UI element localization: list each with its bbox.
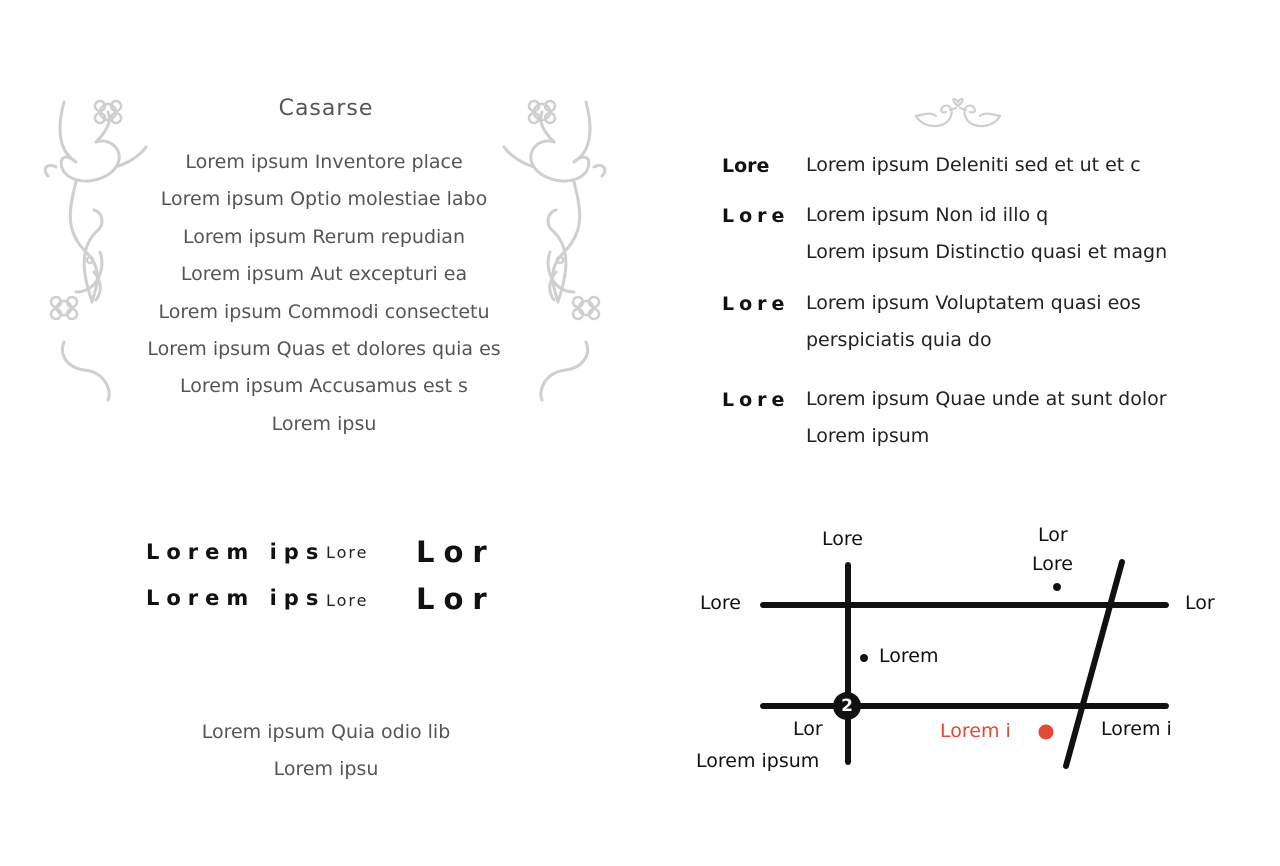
name-label: Lore bbox=[326, 543, 369, 562]
map-label: Lor bbox=[1185, 592, 1215, 614]
greeting-title: Casarse bbox=[278, 96, 374, 121]
greeting-line: Lorem ipsum Aut excepturi ea bbox=[180, 263, 468, 286]
station-number: 2 bbox=[841, 696, 853, 716]
map-label: Lorem bbox=[879, 645, 939, 667]
name-label: Lore bbox=[326, 591, 369, 610]
footer-line: Lorem ipsum Quia odio lib bbox=[201, 721, 451, 743]
couple-name: Lorem ips bbox=[146, 586, 326, 610]
schedule-line: Lorem ipsum Non id illo q bbox=[806, 204, 1049, 226]
schedule-line: Lorem ipsum Distinctio quasi et magn bbox=[806, 241, 1168, 263]
greeting-line: Lorem ipsum Optio molestiae labo bbox=[160, 188, 488, 211]
map-label: Lore bbox=[1032, 553, 1073, 575]
map-label: Lor bbox=[793, 718, 823, 740]
landmark-dot bbox=[860, 654, 868, 662]
schedule-line: Lorem ipsum Quae unde at sunt dolor bbox=[806, 388, 1167, 410]
name-initial: Lor bbox=[416, 582, 496, 616]
schedule-line: Lorem ipsum Deleniti sed et ut et c bbox=[806, 154, 1141, 176]
greeting-line: Lorem ipsum Quas et dolores quia es bbox=[147, 338, 501, 361]
map-label: Lore bbox=[700, 592, 741, 614]
venue-label: Lorem i bbox=[940, 720, 1011, 742]
landmark-dot bbox=[1053, 583, 1061, 591]
schedule-time: Lore bbox=[722, 155, 770, 177]
schedule-time: Lore bbox=[722, 293, 790, 315]
greeting-line: Lorem ipsum Commodi consectetu bbox=[158, 300, 490, 323]
map-label: Lorem ipsum bbox=[696, 750, 820, 772]
footer-line: Lorem ipsu bbox=[273, 758, 379, 780]
schedule-line: Lorem ipsum Voluptatem quasi eos bbox=[806, 292, 1141, 314]
couple-name: Lorem ips bbox=[146, 540, 326, 564]
schedule-line: perspiciatis quia do bbox=[806, 329, 992, 351]
greeting-line: Lorem ipsum Rerum repudian bbox=[183, 225, 465, 248]
greeting-line: Lorem ipsum Accusamus est s bbox=[180, 375, 468, 398]
map-label: Lorem i bbox=[1101, 718, 1172, 740]
map-label: Lor bbox=[1038, 524, 1068, 546]
name-initial: Lor bbox=[416, 535, 496, 569]
schedule-time: Lore bbox=[722, 205, 790, 227]
schedule-line: Lorem ipsum bbox=[806, 425, 930, 447]
map-label: Lore bbox=[822, 528, 863, 550]
greeting-line: Lorem ipsu bbox=[271, 412, 377, 435]
venue-marker bbox=[1039, 725, 1054, 740]
schedule-time: Lore bbox=[722, 389, 790, 411]
greeting-line: Lorem ipsum Inventore place bbox=[185, 151, 463, 173]
